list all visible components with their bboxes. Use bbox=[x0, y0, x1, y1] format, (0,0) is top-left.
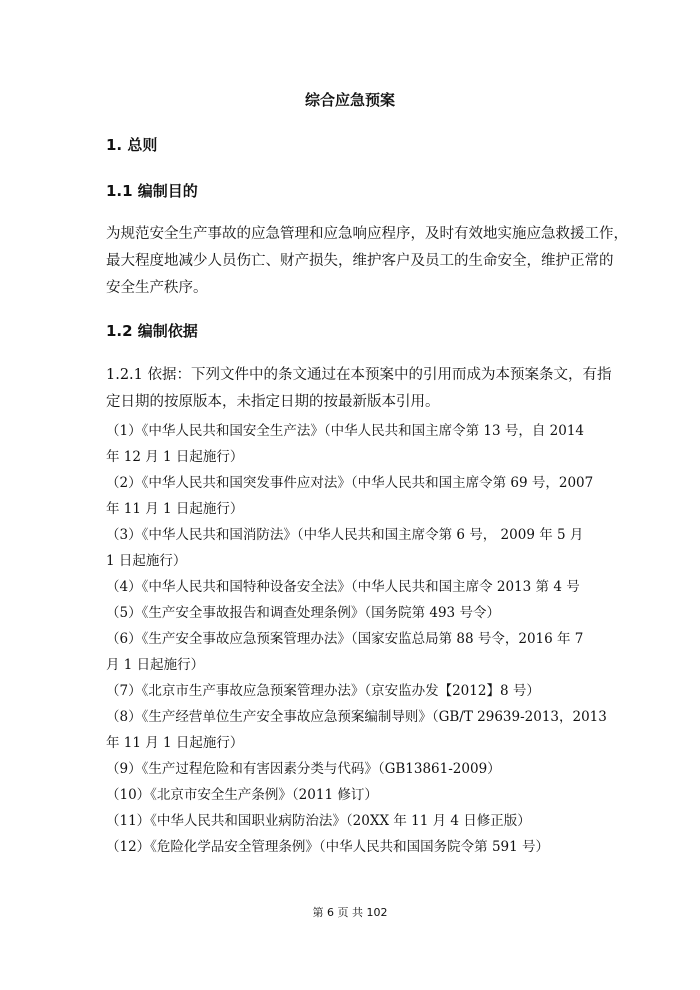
regulation-list bbox=[106, 418, 606, 860]
list-line: （8）《生产经营单位生产安全事故应急预案编制导则》（GB/T 29639-2013，2013 bbox=[106, 709, 607, 725]
list-line: 年 12 月 1 日起施行） bbox=[106, 449, 244, 465]
paragraph-line: 安全生产秩序。 bbox=[106, 280, 208, 296]
list-line: 年 11 月 1 日起施行） bbox=[106, 735, 244, 751]
list-line: （10）《北京市安全生产条例》（2011 修订） bbox=[106, 787, 378, 803]
list-line: （4）《中华人民共和国特种设备安全法》（中华人民共和国主席令 2013 第 4 号 bbox=[106, 579, 580, 595]
paragraph-line: 最大程度地减少人员伤亡、财产损失，维护客户及员工的生命安全，维护正常的 bbox=[106, 253, 614, 269]
section-heading-basis: 1.2 编制依据 bbox=[106, 322, 198, 340]
section-heading-purpose: 1.1 编制目的 bbox=[106, 182, 198, 200]
list-line: （9）《生产过程危险和有害因素分类与代码》（GB13861-2009） bbox=[106, 761, 501, 777]
paragraph-line: 定日期的按原版本，未指定日期的按最新版本引用。 bbox=[106, 394, 440, 410]
list-line: （7）《北京市生产事故应急预案管理办法》（京安监办发【2012】8 号） bbox=[106, 683, 540, 699]
paragraph-line: 为规范安全生产事故的应急管理和应急响应程序，及时有效地实施应急救援工作， bbox=[106, 226, 628, 242]
document-title: 综合应急预案 bbox=[304, 91, 395, 109]
list-line: （12）《危险化学品安全管理条例》（中华人民共和国国务院令第 591 号） bbox=[106, 839, 550, 855]
list-line: （6）《生产安全事故应急预案管理办法》（国家安监总局第 88 号令，2016 年 7 bbox=[106, 631, 584, 647]
list-line: （3）《中华人民共和国消防法》（中华人民共和国主席令第 6 号， 2009 年 5 月 bbox=[106, 527, 584, 543]
list-line: 月 1 日起施行） bbox=[106, 657, 205, 673]
list-line: 1 日起施行） bbox=[106, 553, 187, 569]
purpose-paragraph bbox=[106, 221, 628, 302]
section-heading-general: 1. 总则 bbox=[106, 136, 158, 154]
page-number-footer: 第 6 页 共 102 bbox=[312, 906, 388, 919]
list-line: （1）《中华人民共和国安全生产法》（中华人民共和国主席令第 13 号，自 2014 bbox=[106, 423, 584, 439]
list-line: （2）《中华人民共和国突发事件应对法》（中华人民共和国主席令第 69 号，2007 bbox=[106, 475, 594, 491]
basis-intro-paragraph bbox=[106, 362, 612, 416]
paragraph-line: 1.2.1 依据：下列文件中的条文通过在本预案中的引用而成为本预案条文，有指 bbox=[106, 367, 612, 383]
list-line: （5）《生产安全事故报告和调查处理条例》（国务院第 493 号令） bbox=[106, 605, 500, 621]
list-line: （11）《中华人民共和国职业病防治法》（20XX 年 11 月 4 日修正版） bbox=[106, 813, 531, 829]
list-line: 年 11 月 1 日起施行） bbox=[106, 501, 244, 517]
